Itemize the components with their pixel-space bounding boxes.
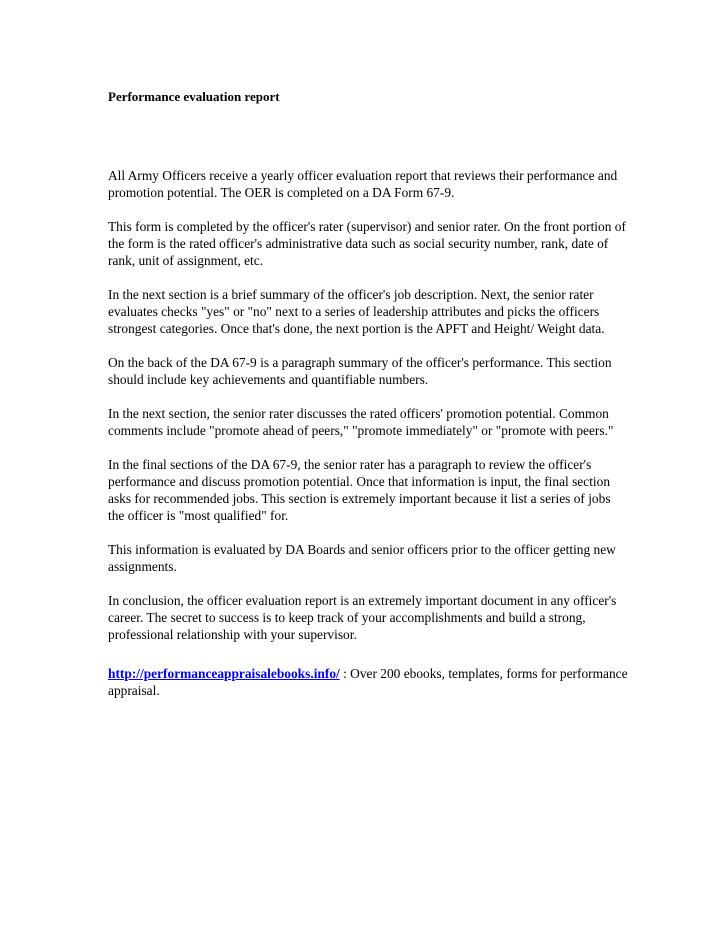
paragraph-da-boards: This information is evaluated by DA Boards and senior officers prior to the officer getting new assignments. xyxy=(108,542,616,574)
footer-paragraph xyxy=(108,665,628,699)
paragraph-job-description: In the next section is a brief summary of the officer's job description. Next, the senior rater evaluates checks "yes" or "no" next to a series of leadership attributes and picks the officers strongest categories. Once that's done, the next portion is the APFT and Height/ Weight data. xyxy=(108,287,605,336)
paragraph-form-completion: This form is completed by the officer's rater (supervisor) and senior rater. On the front portion of the form is the rated officer's administrative data such as social security number, rank, date of rank, unit of assignment, etc. xyxy=(108,219,626,268)
paragraph-final-sections: In the final sections of the DA 67-9, the senior rater has a paragraph to review the officer's performance and discuss promotion potential. Once that information is input, the final section asks for recommended jobs. This section is extremely important because it list a series of jobs the officer is "most qualified" for. xyxy=(108,457,611,523)
document-title: Performance evaluation report xyxy=(108,89,280,104)
ebooks-link[interactable]: http://performanceappraisalebooks.info/ xyxy=(108,666,340,681)
document-body xyxy=(108,167,628,716)
paragraph-performance-summary: On the back of the DA 67-9 is a paragraph summary of the officer's performance. This section should include key achievements and quantifiable numbers. xyxy=(108,355,612,387)
paragraph-conclusion: In conclusion, the officer evaluation report is an extremely important document in any officer's career. The secret to success is to keep track of your accomplishments and build a strong, professional relationship with your supervisor. xyxy=(108,593,617,642)
footer-link-description: : Over 200 ebooks, templates, forms for performance appraisal. xyxy=(108,666,628,698)
paragraph-oer-intro: All Army Officers receive a yearly officer evaluation report that reviews their performance and promotion potential. The OER is completed on a DA Form 67-9. xyxy=(108,168,618,200)
paragraph-promotion-potential: In the next section, the senior rater discusses the rated officers' promotion potential. Common comments include "promote ahead of peers," "promote immediately" or "promote with peers." xyxy=(108,406,614,438)
